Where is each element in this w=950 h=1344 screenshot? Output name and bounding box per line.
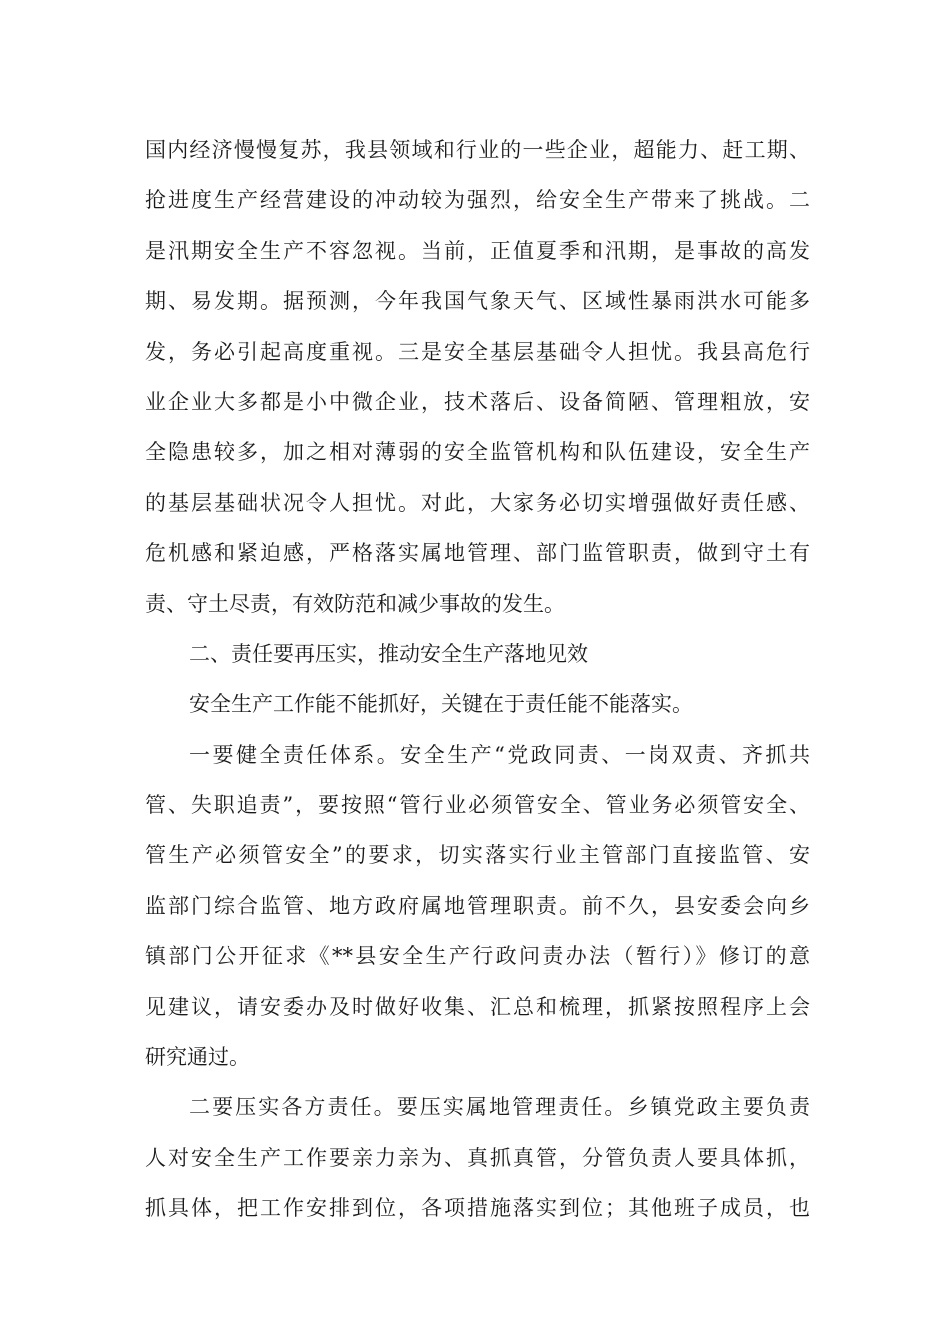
text-line: 期、易发期。据预测，今年我国气象天气、区域性暴雨洪水可能多 bbox=[145, 289, 810, 314]
text-line: 发，务必引起高度重视。三是安全基层基础令人担忧。我县高危行 bbox=[145, 339, 810, 364]
text-line: 国内经济慢慢复苏，我县领域和行业的一些企业，超能力、赶工期、 bbox=[145, 138, 810, 162]
text-line: 全隐患较多，加之相对薄弱的安全监管机构和队伍建设，安全生产 bbox=[145, 440, 810, 465]
text-line: 抓具体，把工作安排到位，各项措施落实到位；其他班子成员，也 bbox=[145, 1196, 810, 1221]
text-line: 业企业大多都是小中微企业，技术落后、设备简陋、管理粗放，安 bbox=[145, 389, 810, 414]
text-line: 管生产必须管安全”的要求，切实落实行业主管部门直接监管、安 bbox=[145, 843, 810, 868]
text-line: 二要压实各方责任。要压实属地管理责任。乡镇党政主要负责 bbox=[189, 1095, 810, 1120]
text-line: 的基层基础状况令人担忧。对此，大家务必切实增强做好责任感、 bbox=[145, 490, 810, 515]
text-line: 是汛期安全生产不容忽视。当前，正值夏季和汛期，是事故的高发 bbox=[145, 238, 810, 263]
text-line: 监部门综合监管、地方政府属地管理职责。前不久，县安委会向乡 bbox=[145, 893, 810, 918]
text-line: 见建议，请安委办及时做好收集、汇总和梳理，抓紧按照程序上会 bbox=[145, 994, 810, 1019]
document-body bbox=[145, 125, 810, 1234]
section-heading: 二、责任要再压实，推动安全生产落地见效 bbox=[189, 641, 588, 666]
text-line: 安全生产工作能不能抓好，关键在于责任能不能落实。 bbox=[189, 692, 693, 717]
text-line: 责、守土尽责，有效防范和减少事故的发生。 bbox=[145, 591, 565, 616]
text-line: 人对安全生产工作要亲力亲为、真抓真管，分管负责人要具体抓， bbox=[145, 1145, 810, 1170]
text-line: 抢进度生产经营建设的冲动较为强烈，给安全生产带来了挑战。二 bbox=[145, 188, 810, 213]
text-line: 管、失职追责”，要按照“管行业必须管安全、管业务必须管安全、 bbox=[145, 793, 810, 818]
text-line: 危机感和紧迫感，严格落实属地管理、部门监管职责，做到守土有 bbox=[145, 541, 810, 566]
text-line: 镇部门公开征求《**县安全生产行政问责办法（暂行）》修订的意 bbox=[145, 944, 810, 969]
text-line: 研究通过。 bbox=[145, 1045, 250, 1070]
text-line: 一要健全责任体系。安全生产“党政同责、一岗双责、齐抓共 bbox=[189, 742, 810, 767]
